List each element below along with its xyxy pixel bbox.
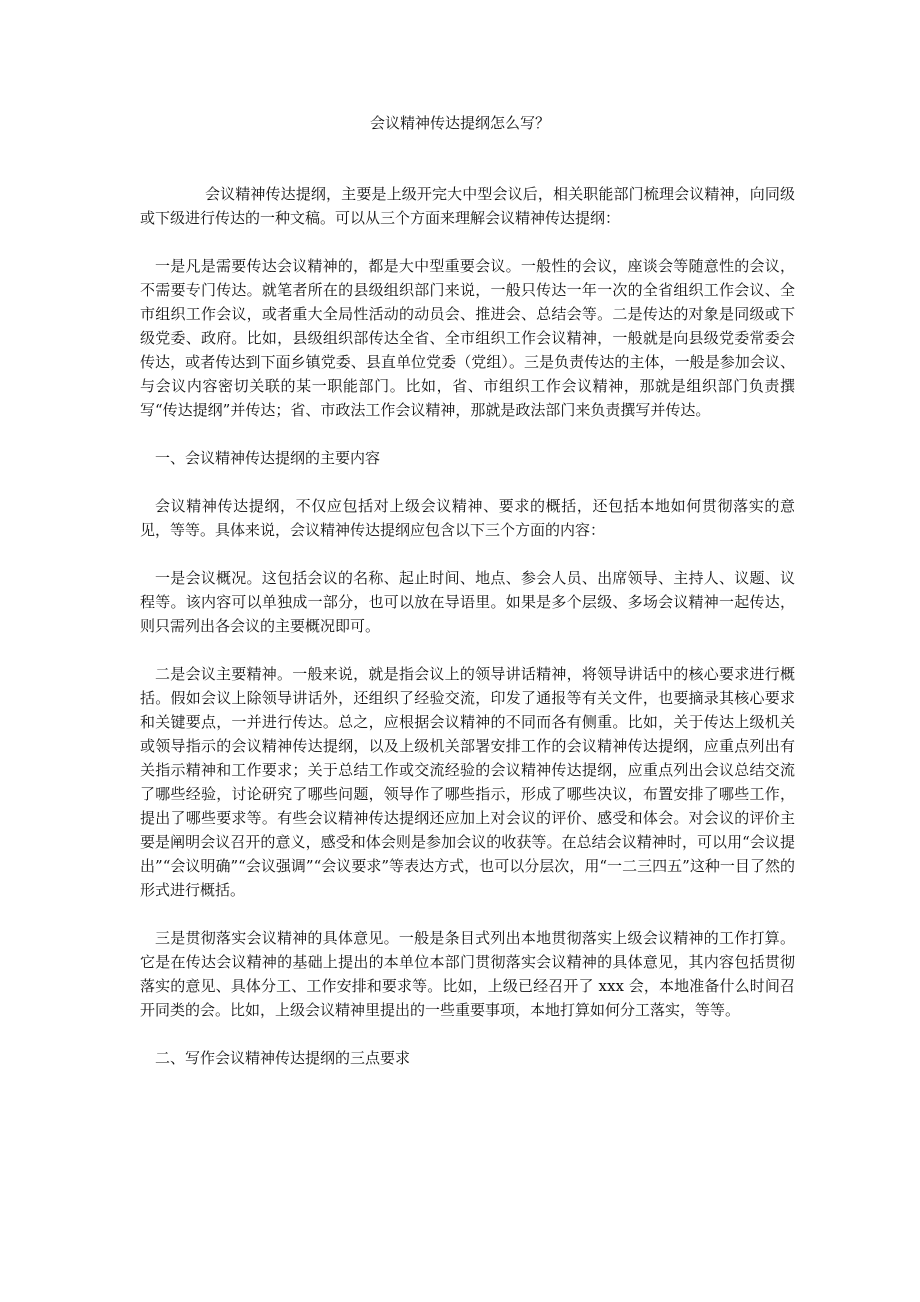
content-intro-paragraph: 会议精神传达提纲，不仅应包括对上级会议精神、要求的概括，还包括本地如何贯彻落实的意见，等等。具体来说，会议精神传达提纲应包含以下三个方面的内容： <box>140 497 795 539</box>
overview-paragraph: 一是会议概况。这包括会议的名称、起止时间、地点、参会人员、出席领导、主持人、议题、议程等。该内容可以单独成一部分，也可以放在导语里。如果是多个层级、多场会议精神一起传达，则只需列出各会议的主要概况即可。 <box>140 569 795 635</box>
understanding-paragraph: 一是凡是需要传达会议精神的，都是大中型重要会议。一般性的会议，座谈会等随意性的会议，不需要专门传达。就笔者所在的县级组织部门来说，一般只传达一年一次的全省组织工作会议、全市组织工作会议，或者重大全局性活动的动员会、推进会、总结会等。二是传达的对象是同级或下级党委、政府。比如，县级组织部传达全省、全市组织工作会议精神，一般就是向县级党委常委会传达，或者传达到下面乡镇党委、县直单位党委（党组）。三是负责传达的主体，一般是参加会议、与会议内容密切关联的某一职能部门。比如，省、市组织工作会议精神，那就是组织部门负责撰写“传达提纲”并传达；省、市政法工作会议精神，那就是政法部门来负责撰写并传达。 <box>140 257 795 419</box>
section-heading-2: 二、写作会议精神传达提纲的三点要求 <box>155 1049 411 1067</box>
document-title: 会议精神传达提纲怎么写？ <box>369 114 550 132</box>
intro-paragraph: 会议精神传达提纲，主要是上级开完大中型会议后，相关职能部门梳理会议精神，向同级或下级进行传达的一种文稿。可以从三个方面来理解会议精神传达提纲： <box>140 185 795 227</box>
main-spirit-paragraph: 二是会议主要精神。一般来说，就是指会议上的领导讲话精神，将领导讲话中的核心要求进行概括。假如会议上除领导讲话外，还组织了经验交流，印发了通报等有关文件，也要摘录其核心要求和关键要点，一并进行传达。总之，应根据会议精神的不同而各有侧重。比如，关于传达上级机关或领导指示的会议精神传达提纲，以及上级机关部署安排工作的会议精神传达提纲，应重点列出有关指示精神和工作要求；关于总结工作或交流经验的会议精神传达提纲，应重点列出会议总结交流了哪些经验，讨论研究了哪些问题，领导作了哪些指示，形成了哪些决议，布置安排了哪些工作，提出了哪些要求等。有些会议精神传达提纲还应加上对会议的评价、感受和体会。对会议的评价主要是阐明会议召开的意义，感受和体会则是参加会议的收获等。在总结会议精神时，可以用“会议提出”“会议明确”“会议强调”“会议要求”等表达方式，也可以分层次，用“一二三四五”这种一目了然的形式进行概括。 <box>140 665 795 899</box>
implementation-paragraph: 三是贯彻落实会议精神的具体意见。一般是条目式列出本地贯彻落实上级会议精神的工作打算。它是在传达会议精神的基础上提出的本单位本部门贯彻落实会议精神的具体意见，其内容包括贯彻落实的意见、具体分工、工作安排和要求等。比如，上级已经召开了 xxx 会，本地准备什么时间召开同类的会。比如，上级会议精神里提出的一些重要事项，本地打算如何分工落实，等等。 <box>140 929 795 1019</box>
section-heading-1: 一、会议精神传达提纲的主要内容 <box>155 449 381 467</box>
document-body <box>140 182 795 1094</box>
